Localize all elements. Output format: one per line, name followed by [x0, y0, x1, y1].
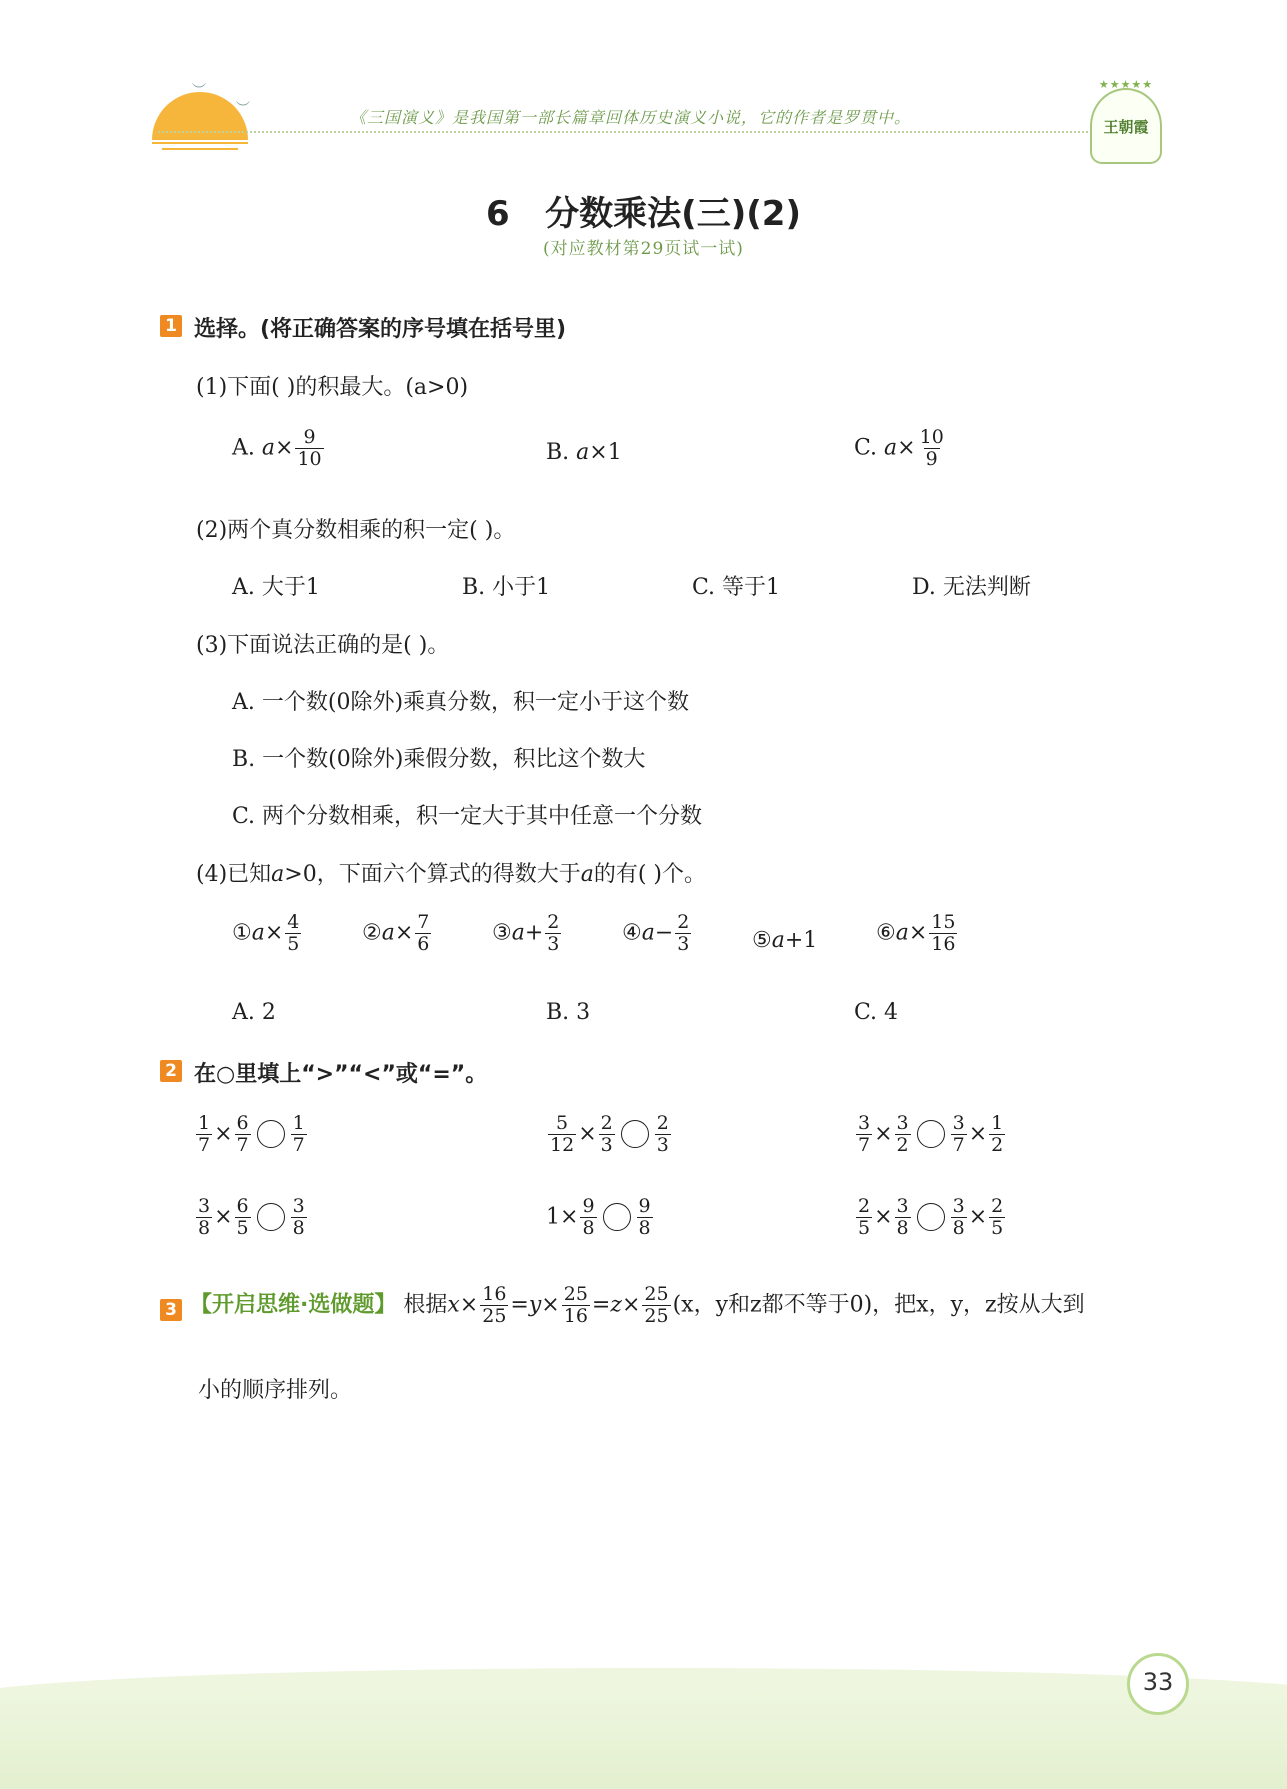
question-4 — [196, 857, 706, 888]
fraction — [415, 912, 431, 955]
expression-5 — [752, 928, 817, 953]
numerator: 2 — [677, 911, 690, 933]
expression-6 — [876, 912, 959, 955]
denominator: 16 — [931, 932, 956, 955]
denominator: 8 — [198, 1216, 211, 1239]
page-subtitle: (对应教材第29页试一试) — [543, 239, 744, 259]
operator: − — [654, 920, 674, 946]
option-label: B. — [546, 440, 570, 465]
denominator: 6 — [417, 932, 430, 955]
denominator: 2 — [991, 1133, 1004, 1156]
fraction — [480, 1284, 508, 1327]
operator: × — [394, 920, 414, 946]
var-y: y — [528, 1292, 542, 1318]
expression-2 — [362, 912, 433, 955]
var-a: a — [261, 435, 276, 461]
option-label: C. — [854, 435, 878, 461]
fraction — [580, 1196, 596, 1239]
operator: × — [578, 1121, 597, 1147]
var-a: a — [771, 928, 785, 953]
numerator: 15 — [931, 911, 956, 933]
fraction — [196, 1196, 212, 1239]
numerator: 3 — [198, 1195, 211, 1217]
operator: × — [968, 1204, 988, 1230]
number-mark: ④ — [622, 920, 642, 946]
sun-line-icon — [162, 148, 238, 150]
bird-icon: ︶ — [236, 101, 250, 117]
var-a: a — [641, 920, 655, 946]
number-mark: ⑥ — [876, 920, 896, 946]
sun-line-icon — [152, 142, 248, 144]
numerator: 3 — [292, 1195, 305, 1217]
fraction — [951, 1113, 967, 1156]
fraction — [599, 1113, 615, 1156]
denominator: 8 — [952, 1216, 965, 1239]
compare-item — [854, 1113, 1007, 1156]
option-label: A. — [232, 435, 255, 461]
denominator: 10 — [297, 447, 322, 470]
operator: + — [524, 920, 544, 946]
numerator: 1 — [991, 1112, 1004, 1134]
operator: × — [908, 920, 928, 946]
fraction — [196, 1113, 212, 1156]
fraction — [295, 427, 323, 470]
numerator: 25 — [563, 1283, 588, 1305]
numerator: 25 — [644, 1283, 669, 1305]
section-title: 在○里填上“>”“<”或“=”。 — [194, 1062, 488, 1087]
denominator: 3 — [656, 1133, 669, 1156]
fraction — [918, 427, 946, 470]
page-number: 33 — [1142, 1668, 1174, 1696]
operator: × — [264, 920, 284, 946]
numerator: 3 — [896, 1195, 909, 1217]
compare-item — [546, 1196, 655, 1239]
numerator: 2 — [600, 1112, 613, 1134]
operator: × — [968, 1121, 988, 1147]
compare-item — [546, 1113, 673, 1156]
fraction — [675, 912, 691, 955]
fraction — [291, 1113, 307, 1156]
denominator: 12 — [550, 1133, 575, 1156]
numerator: 7 — [417, 911, 430, 933]
fraction — [989, 1113, 1005, 1156]
var-a: a — [251, 920, 265, 946]
question-2: (2)两个真分数相乘的积一定( )。 — [196, 518, 516, 543]
denominator: 5 — [858, 1216, 871, 1239]
denominator: 7 — [952, 1133, 965, 1156]
denominator: 3 — [677, 932, 690, 955]
answer-circle[interactable] — [917, 1203, 945, 1231]
fraction — [235, 1113, 251, 1156]
numerator: 9 — [303, 426, 316, 448]
header-quote: 《三国演义》是我国第一部长篇章回体历史演义小说，它的作者是罗贯中。 — [350, 108, 912, 127]
answer-circle[interactable] — [257, 1120, 285, 1148]
numerator: 6 — [236, 1112, 249, 1134]
denominator: 25 — [482, 1304, 507, 1327]
page-title: 6 分数乘法(三)(2) — [486, 194, 801, 234]
denominator: 8 — [292, 1216, 305, 1239]
expression-4 — [622, 912, 693, 955]
denominator: 5 — [287, 932, 300, 955]
number-mark: ② — [362, 920, 382, 946]
var-a: a — [381, 920, 395, 946]
logo-text: 王朝霞 — [1103, 118, 1149, 136]
denominator: 8 — [896, 1216, 909, 1239]
numerator: 1 — [292, 1112, 305, 1134]
operator: +1 — [784, 928, 818, 953]
option-d[interactable]: D. 无法判断 — [912, 575, 1031, 600]
numerator: 4 — [287, 911, 300, 933]
var-x: x — [447, 1292, 460, 1318]
fraction — [291, 1196, 307, 1239]
denominator: 7 — [858, 1133, 871, 1156]
denominator: 3 — [547, 932, 560, 955]
fraction — [637, 1196, 653, 1239]
denominator: 25 — [644, 1304, 669, 1327]
numerator: 6 — [236, 1195, 249, 1217]
question-text: 根据 — [403, 1292, 448, 1318]
var-a: a — [884, 435, 898, 461]
fraction — [642, 1284, 670, 1327]
denominator: 7 — [198, 1133, 211, 1156]
numerator: 2 — [858, 1195, 871, 1217]
option-c[interactable] — [854, 427, 948, 470]
section-badge: 2 — [160, 1060, 182, 1082]
operator: × — [874, 1121, 893, 1147]
fraction — [562, 1284, 590, 1327]
numerator: 16 — [482, 1283, 507, 1305]
numerator: 9 — [638, 1195, 651, 1217]
numerator: 5 — [556, 1112, 569, 1134]
challenge-tag: 【开启思维·选做题】 — [190, 1292, 397, 1318]
footer-band — [0, 1690, 1287, 1789]
fraction — [285, 912, 301, 955]
numerator: 2 — [991, 1195, 1004, 1217]
question-1: (1)下面( )的积最大。(a>0) — [196, 375, 469, 400]
operator: ×1 — [589, 440, 622, 465]
option-b[interactable] — [546, 440, 622, 465]
var-a: a — [895, 920, 909, 946]
compare-item — [194, 1113, 309, 1156]
fraction — [856, 1113, 872, 1156]
fraction — [895, 1113, 911, 1156]
numerator: 3 — [896, 1112, 909, 1134]
option-c[interactable]: C. 两个分数相乘，积一定大于其中任意一个分数 — [232, 804, 703, 829]
question-text-line2: 小的顺序排列。 — [198, 1378, 353, 1403]
number-mark: ⑤ — [752, 928, 772, 953]
question-text: (x，y和z都不等于0)，把x，y，z按从大到 — [672, 1292, 1085, 1318]
bird-icon: ︶ — [192, 83, 206, 99]
denominator: 9 — [925, 447, 938, 470]
var-a: a — [580, 862, 594, 887]
option-b[interactable]: B. 一个数(0除外)乘假分数，积比这个数大 — [232, 747, 646, 772]
numerator: 9 — [582, 1195, 595, 1217]
numerator: 2 — [547, 911, 560, 933]
fraction — [235, 1196, 251, 1239]
section-title: 选择。(将正确答案的序号填在括号里) — [194, 317, 567, 342]
answer-circle[interactable] — [603, 1203, 631, 1231]
question-text: 的有( )个。 — [593, 862, 707, 887]
fraction — [856, 1196, 872, 1239]
option-a[interactable]: A. 2 — [232, 1000, 276, 1025]
answer-circle[interactable] — [257, 1203, 285, 1231]
compare-item — [854, 1196, 1007, 1239]
answer-circle[interactable] — [621, 1120, 649, 1148]
numerator: 10 — [919, 426, 944, 448]
fraction — [655, 1113, 671, 1156]
option-a[interactable] — [232, 427, 326, 470]
option-b[interactable]: B. 小于1 — [462, 575, 551, 600]
numerator: 1 — [198, 1112, 211, 1134]
expression-3 — [492, 912, 563, 955]
denominator: 5 — [991, 1216, 1004, 1239]
compare-item — [194, 1196, 309, 1239]
denominator: 5 — [236, 1216, 249, 1239]
number-mark: ① — [232, 920, 252, 946]
var-a: a — [576, 440, 590, 465]
stars-icon: ★★★★★ — [1098, 78, 1154, 91]
fraction — [951, 1196, 967, 1239]
denominator: 7 — [236, 1133, 249, 1156]
option-c[interactable]: C. 4 — [854, 1000, 899, 1025]
operator: × — [275, 435, 294, 461]
numerator: 3 — [952, 1112, 965, 1134]
var-z: z — [610, 1292, 622, 1318]
number-mark: ③ — [492, 920, 512, 946]
challenge-question: 【开启思维·选做题】 根据x× $\frac{16}{25}$ =y× $\frac{25}{16}$ =z× $\frac{25}{25}$ (x，y和z都不等于0)，把x，y，z按从大到 — [190, 1283, 1085, 1327]
denominator: 3 — [600, 1133, 613, 1156]
fraction — [545, 912, 561, 955]
header-divider — [158, 131, 1088, 133]
option-c[interactable]: C. 等于1 — [692, 575, 781, 600]
numerator: 3 — [952, 1195, 965, 1217]
expression-1 — [232, 912, 303, 955]
var-a: a — [271, 862, 285, 887]
question-3: (3)下面说法正确的是( )。 — [196, 633, 450, 658]
fraction — [895, 1196, 911, 1239]
denominator: 16 — [563, 1304, 588, 1327]
option-a[interactable]: A. 一个数(0除外)乘真分数，积一定小于这个数 — [232, 690, 690, 715]
denominator: 8 — [638, 1216, 651, 1239]
fraction — [548, 1113, 576, 1156]
denominator: 8 — [582, 1216, 595, 1239]
fraction — [989, 1196, 1005, 1239]
answer-circle[interactable] — [917, 1120, 945, 1148]
question-text: >0，下面六个算式的得数大于 — [284, 862, 581, 887]
option-a[interactable]: A. 大于1 — [232, 575, 320, 600]
option-b[interactable]: B. 3 — [546, 1000, 591, 1025]
denominator: 2 — [896, 1133, 909, 1156]
operator: 1× — [546, 1204, 579, 1230]
section-badge: 1 — [160, 315, 182, 337]
denominator: 7 — [292, 1133, 305, 1156]
operator: × — [874, 1204, 893, 1230]
var-a: a — [511, 920, 525, 946]
operator: × — [897, 435, 916, 461]
fraction — [929, 912, 957, 955]
question-text: (4)已知 — [196, 862, 272, 887]
operator: × — [214, 1121, 233, 1147]
numerator: 2 — [656, 1112, 669, 1134]
numerator: 3 — [858, 1112, 871, 1134]
operator: × — [214, 1204, 233, 1230]
section-badge: 3 — [160, 1299, 182, 1321]
